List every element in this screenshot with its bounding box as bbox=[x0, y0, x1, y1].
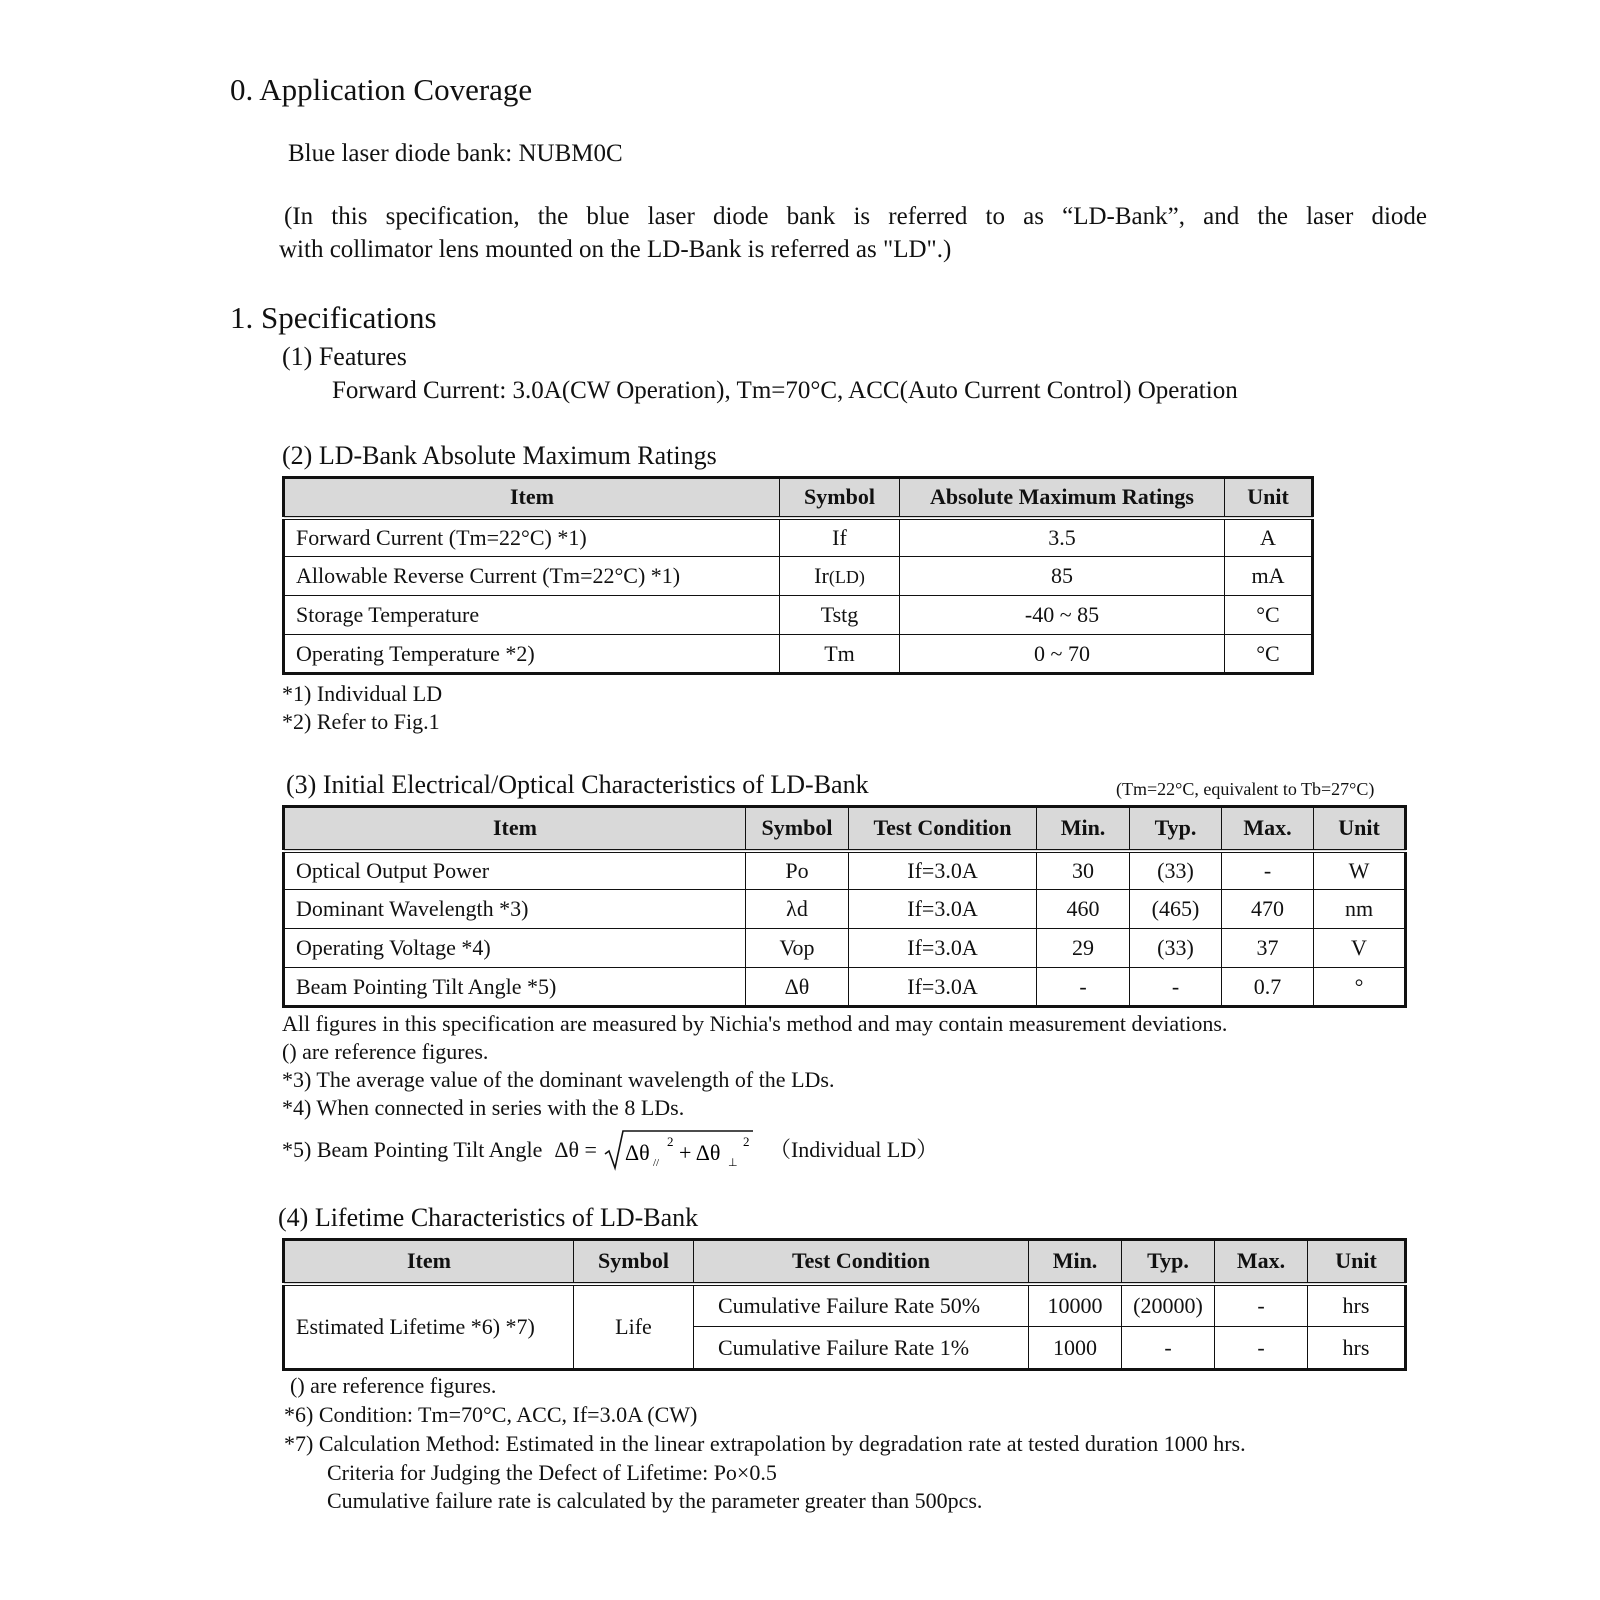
formula-sub-1: // bbox=[652, 1157, 660, 1169]
formula-term-2: + Δθ bbox=[678, 1140, 721, 1165]
table-2-note-1: *1) Individual LD bbox=[282, 681, 443, 706]
col-header-item: Item bbox=[284, 1240, 574, 1284]
row-max: - bbox=[1222, 851, 1314, 890]
row-unit: A bbox=[1225, 518, 1313, 557]
table-3-note-2: () are reference figures. bbox=[282, 1039, 489, 1064]
row-item: Beam Pointing Tilt Angle *5) bbox=[284, 968, 746, 1007]
row-typ: (33) bbox=[1130, 929, 1222, 968]
col-header-test-condition: Test Condition bbox=[849, 807, 1037, 851]
row-min: - bbox=[1037, 968, 1130, 1007]
table-4-note-3: *7) Calculation Method: Estimated in the linear extrapolation by degradation rate at tested duration 1000 hrs. bbox=[284, 1431, 1246, 1456]
row-unit: hrs bbox=[1308, 1284, 1406, 1327]
row-value: 0 ~ 70 bbox=[900, 635, 1225, 674]
table-4-note-1: () are reference figures. bbox=[290, 1373, 497, 1398]
row-item: Estimated Lifetime *6) *7) bbox=[284, 1284, 574, 1370]
sqrt-formula bbox=[603, 1128, 755, 1172]
table-4-note-5: Cumulative failure rate is calculated by the parameter greater than 500pcs. bbox=[327, 1488, 983, 1513]
col-header-typ: Typ. bbox=[1122, 1240, 1215, 1284]
row-condition: If=3.0A bbox=[849, 851, 1037, 890]
row-max: 470 bbox=[1222, 890, 1314, 929]
row-unit: nm bbox=[1314, 890, 1406, 929]
row-symbol: λd bbox=[746, 890, 849, 929]
col-header-typ: Typ. bbox=[1130, 807, 1222, 851]
row-typ: (465) bbox=[1130, 890, 1222, 929]
row-unit: hrs bbox=[1308, 1327, 1406, 1370]
description-line-2: with collimator lens mounted on the LD-Bank is referred as "LD".) bbox=[279, 236, 952, 263]
table-3-note-5 bbox=[282, 1128, 938, 1172]
table-4-note-2: *6) Condition: Tm=70°C, ACC, If=3.0A (CW) bbox=[284, 1402, 698, 1427]
row-item: Operating Temperature *2) bbox=[284, 635, 780, 674]
features-text: Forward Current: 3.0A(CW Operation), Tm=70°C, ACC(Auto Current Control) Operation bbox=[332, 377, 1238, 404]
row-max: - bbox=[1215, 1327, 1308, 1370]
table-3-note-3: *3) The average value of the dominant wavelength of the LDs. bbox=[282, 1067, 835, 1092]
row-item: Storage Temperature bbox=[284, 596, 780, 635]
row-symbol bbox=[780, 557, 900, 596]
formula-lhs: Δθ = bbox=[554, 1137, 597, 1162]
row-condition: If=3.0A bbox=[849, 929, 1037, 968]
col-header-min: Min. bbox=[1037, 807, 1130, 851]
table-3-note-4: *4) When connected in series with the 8 LDs. bbox=[282, 1095, 685, 1120]
table-3-title: (3) Initial Electrical/Optical Characteristics of LD-Bank bbox=[286, 770, 869, 799]
row-condition: Cumulative Failure Rate 1% bbox=[694, 1327, 1029, 1370]
table-row bbox=[284, 968, 1406, 1007]
col-header-max: Max. bbox=[1215, 1240, 1308, 1284]
col-header-unit: Unit bbox=[1308, 1240, 1406, 1284]
row-max: - bbox=[1215, 1284, 1308, 1327]
row-min: 29 bbox=[1037, 929, 1130, 968]
symbol-main: Ir bbox=[814, 563, 829, 588]
table-row bbox=[284, 635, 1313, 674]
row-symbol: Tm bbox=[780, 635, 900, 674]
row-item: Optical Output Power bbox=[284, 851, 746, 890]
row-value: -40 ~ 85 bbox=[900, 596, 1225, 635]
table-2-note-2: *2) Refer to Fig.1 bbox=[282, 709, 440, 734]
row-value: 85 bbox=[900, 557, 1225, 596]
row-min: 10000 bbox=[1029, 1284, 1122, 1327]
col-header-symbol: Symbol bbox=[780, 478, 900, 518]
formula-sub-2: ⊥ bbox=[727, 1157, 738, 1169]
product-line: Blue laser diode bank: NUBM0C bbox=[288, 140, 623, 167]
row-item: Dominant Wavelength *3) bbox=[284, 890, 746, 929]
sqrt-symbol-icon bbox=[603, 1128, 755, 1172]
table-row bbox=[284, 890, 1406, 929]
table-row bbox=[284, 851, 1406, 890]
row-typ: (33) bbox=[1130, 851, 1222, 890]
row-condition: If=3.0A bbox=[849, 968, 1037, 1007]
row-value: 3.5 bbox=[900, 518, 1225, 557]
features-title: (1) Features bbox=[282, 342, 407, 371]
col-header-unit: Unit bbox=[1314, 807, 1406, 851]
row-unit: °C bbox=[1225, 635, 1313, 674]
row-symbol: Life bbox=[574, 1284, 694, 1370]
row-symbol: Tstg bbox=[780, 596, 900, 635]
table-row bbox=[284, 1284, 1406, 1327]
symbol-subscript: (LD) bbox=[828, 567, 865, 587]
row-item: Allowable Reverse Current (Tm=22°C) *1) bbox=[284, 557, 780, 596]
col-header-test-condition: Test Condition bbox=[694, 1240, 1029, 1284]
row-unit: W bbox=[1314, 851, 1406, 890]
row-unit: °C bbox=[1225, 596, 1313, 635]
row-item: Forward Current (Tm=22°C) *1) bbox=[284, 518, 780, 557]
col-header-item: Item bbox=[284, 478, 780, 518]
electrical-optical-table bbox=[282, 805, 1407, 1008]
col-header-min: Min. bbox=[1029, 1240, 1122, 1284]
row-typ: (20000) bbox=[1122, 1284, 1215, 1327]
formula-exp-1: 2 bbox=[666, 1134, 674, 1149]
table-2-title: (2) LD-Bank Absolute Maximum Ratings bbox=[282, 441, 717, 470]
row-max: 37 bbox=[1222, 929, 1314, 968]
row-max: 0.7 bbox=[1222, 968, 1314, 1007]
col-header-symbol: Symbol bbox=[574, 1240, 694, 1284]
row-min: 30 bbox=[1037, 851, 1130, 890]
col-header-symbol: Symbol bbox=[746, 807, 849, 851]
row-typ: - bbox=[1130, 968, 1222, 1007]
row-unit: ° bbox=[1314, 968, 1406, 1007]
row-min: 1000 bbox=[1029, 1327, 1122, 1370]
absolute-max-ratings-table bbox=[282, 476, 1314, 675]
table-row bbox=[284, 557, 1313, 596]
formula-exp-2: 2 bbox=[742, 1134, 750, 1149]
table-row bbox=[284, 596, 1313, 635]
table-3-condition: (Tm=22°C, equivalent to Tb=27°C) bbox=[1116, 779, 1375, 799]
table-4-title: (4) Lifetime Characteristics of LD-Bank bbox=[278, 1203, 699, 1232]
row-condition: Cumulative Failure Rate 50% bbox=[694, 1284, 1029, 1327]
formula-term-1: Δθ bbox=[624, 1140, 650, 1165]
section-1-heading: 1. Specifications bbox=[230, 300, 437, 335]
row-symbol: If bbox=[780, 518, 900, 557]
table-4-note-4: Criteria for Judging the Defect of Lifetime: Po×0.5 bbox=[327, 1460, 777, 1485]
row-min: 460 bbox=[1037, 890, 1130, 929]
table-row bbox=[284, 518, 1313, 557]
col-header-item: Item bbox=[284, 807, 746, 851]
table-3-note-1: All figures in this specification are measured by Nichia's method and may contain measurement deviations. bbox=[282, 1011, 1228, 1036]
col-header-unit: Unit bbox=[1225, 478, 1313, 518]
note-5-prefix: *5) Beam Pointing Tilt Angle bbox=[282, 1137, 543, 1162]
row-condition: If=3.0A bbox=[849, 890, 1037, 929]
col-header-max: Max. bbox=[1222, 807, 1314, 851]
section-0-heading: 0. Application Coverage bbox=[230, 72, 533, 107]
description-line-1: (In this specification, the blue laser diode bank is referred to as “LD-Bank”, and the laser diode bbox=[284, 203, 1427, 230]
row-symbol: Δθ bbox=[746, 968, 849, 1007]
row-typ: - bbox=[1122, 1327, 1215, 1370]
lifetime-table bbox=[282, 1238, 1407, 1371]
note-5-suffix: （Individual LD） bbox=[768, 1137, 939, 1162]
row-symbol: Vop bbox=[746, 929, 849, 968]
col-header-abs-max: Absolute Maximum Ratings bbox=[900, 478, 1225, 518]
table-row bbox=[284, 929, 1406, 968]
row-symbol: Po bbox=[746, 851, 849, 890]
row-unit: V bbox=[1314, 929, 1406, 968]
row-item: Operating Voltage *4) bbox=[284, 929, 746, 968]
row-unit: mA bbox=[1225, 557, 1313, 596]
